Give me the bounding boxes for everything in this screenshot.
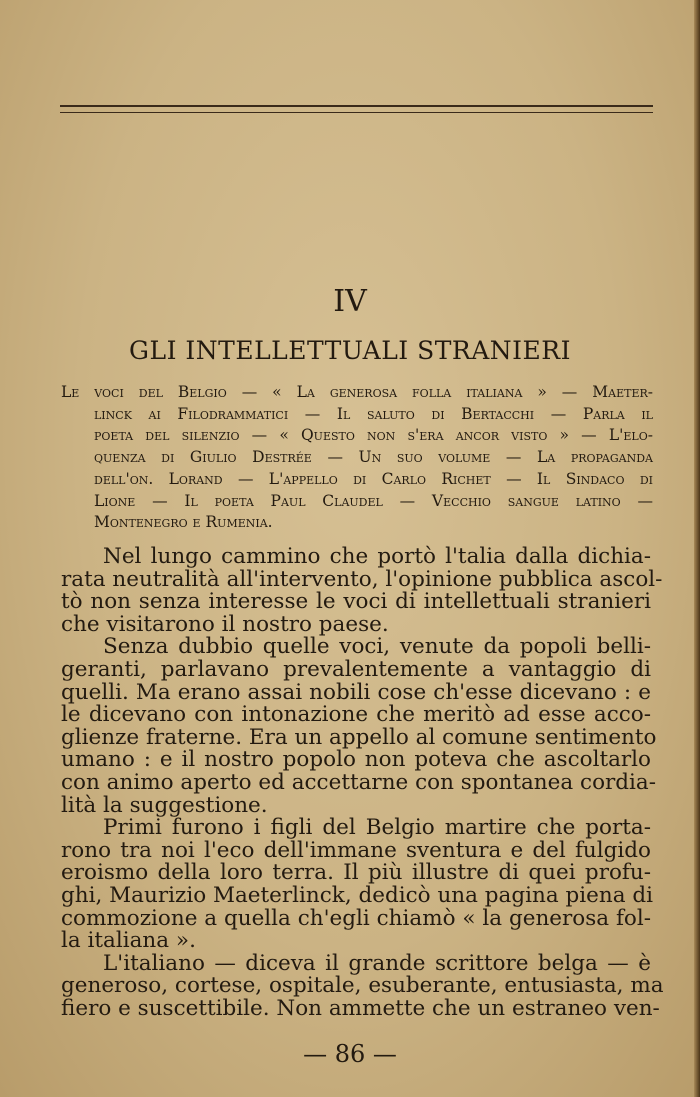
text-line: L'italiano — diceva il grande scrittore belga — è [103,950,651,976]
text-line: geranti, parlavano prevalentemente a vantaggio di [61,656,651,682]
text-line: che visitarono il nostro paese. [61,611,389,637]
text-line: glienze fraterne. Era un appello al comune sentimento [61,724,657,750]
summary-line: Montenegro e Rumenia. [94,513,273,532]
text-line: quelli. Ma erano assai nobili cose ch'esse dicevano : e [61,679,651,705]
text-line: tò non senza interesse le voci di intellettuali stranieri [61,589,651,615]
text-line: eroismo della loro terra. Il più illustre di quei profu- [61,860,651,886]
text-line: fiero e suscettibile. Non ammette che un estraneo ven- [61,995,660,1021]
text-line: Senza dubbio quelle voci, venute da popoli belli- [103,634,651,660]
text-line: commozione a quella ch'egli chiamò « la generosa fol- [61,905,651,931]
text-line: rata neutralità all'intervento, l'opinione pubblica ascol- [61,566,663,592]
header-rule [60,105,653,107]
text-line: la italiana ». [61,928,196,954]
text-line: le dicevano con intonazione che meritò ad esse acco- [61,702,651,728]
chapter-title: GLI INTELLETTUALI STRANIERI [129,336,571,365]
header-rule-thin [60,112,653,113]
text-line: umano : e il nostro popolo non poteva che ascoltarlo [61,747,651,773]
summary-line: linck ai Filodrammatici — Il saluto di Bertacchi — Parla il [94,404,653,423]
summary-line: poeta del silenzio — « Questo non s'era ancor visto » — L'elo- [94,426,653,445]
text-line: rono tra noi l'eco dell'immane sventura e del fulgido [61,837,651,863]
text-line: generoso, cortese, ospitale, esuberante, entusiasta, ma [61,973,664,999]
page-edge-shadow [694,0,700,1097]
chapter-summary [61,382,653,534]
page-number: — 86 — [303,1040,397,1068]
text-line: con animo aperto ed accettarne con spontanea cordia- [61,769,657,795]
body-text [61,544,664,1021]
summary-line: dell'on. Lorand — L'appello di Carlo Richet — Il Sindaco di [94,469,653,488]
summary-line: Lione — Il poeta Paul Claudel — Vecchio sangue latino — [94,491,653,510]
chapter-number: IV [333,284,367,319]
text-line: Primi furono i figli del Belgio martire che porta- [103,815,651,841]
summary-line: Le voci del Belgio — « La generosa folla italiana » — Maeter- [61,383,653,401]
text-line: lità la suggestione. [61,792,268,818]
text-line: Nel lungo cammino che portò l'talia dalla dichia- [103,544,651,569]
summary-line: quenza di Giulio Destrée — Un suo volume — La propaganda [94,448,653,467]
text-line: ghi, Maurizio Maeterlinck, dedicò una pagina piena di [61,882,654,908]
